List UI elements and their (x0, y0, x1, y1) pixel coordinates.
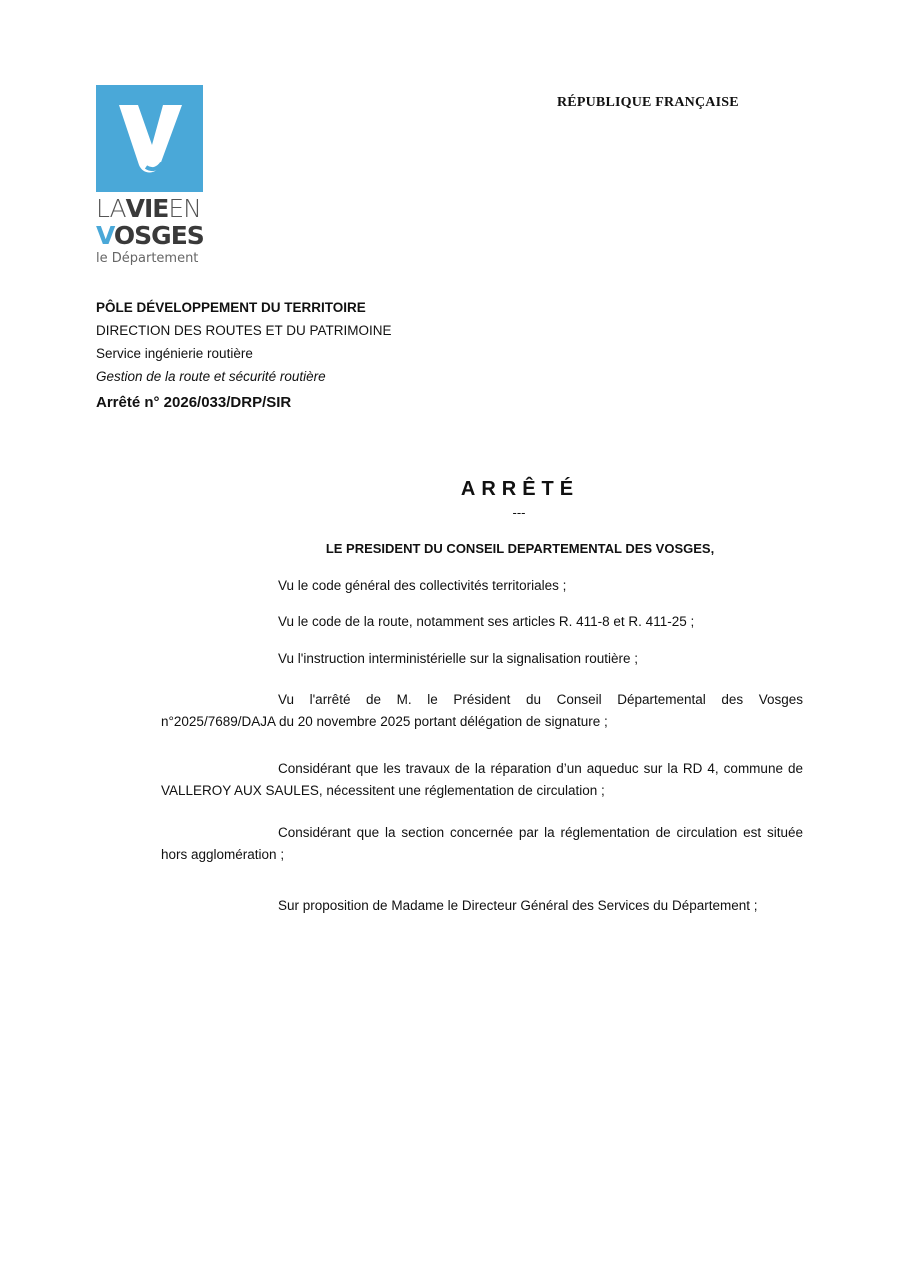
sender-block (96, 296, 392, 388)
v-letter-icon (96, 85, 203, 192)
direction-name: DIRECTION DES ROUTES ET DU PATRIMOINE (96, 323, 392, 338)
arrete-number: Arrêté n° 2026/033/DRP/SIR (96, 394, 292, 411)
president-heading: LE PRESIDENT DU CONSEIL DEPARTEMENTAL DES VOSGES, (325, 541, 715, 556)
logo-text-line1: LAVIEEN (96, 194, 201, 223)
republique-francaise: RÉPUBLIQUE FRANÇAISE (557, 95, 739, 110)
logo-subtitle: le Département (96, 251, 199, 266)
considerant-clause-1: Considérant que les travaux de la réparation d’un aqueduc sur la RD 4, commune de VALLEROY AUX SAULES, nécessitent une réglementation de circulation ; (161, 761, 803, 798)
title-separator: --- (512, 505, 526, 520)
considerant-clause-2: Considérant que la section concernée par la réglementation de circulation est située hors agglomération ; (161, 825, 803, 862)
vu-clause-4: Vu l'arrêté de M. le Président du Conseil Départemental des Vosges n°2025/7689/DAJA du 20 novembre 2025 portant délégation de signature ; (161, 692, 803, 729)
logo-v-mark (96, 85, 203, 192)
department-logo (96, 85, 204, 266)
service-name: Service ingénierie routière (96, 346, 253, 361)
pole-name: PÔLE DÉVELOPPEMENT DU TERRITOIRE (96, 300, 366, 315)
proposition-clause: Sur proposition de Madame le Directeur Général des Services du Département ; (278, 898, 758, 913)
document-title: ARRÊTÉ (460, 478, 580, 500)
logo-text-line2: VOSGES (96, 221, 204, 250)
vu-clause-2: Vu le code de la route, notamment ses articles R. 411-8 et R. 411-25 ; (278, 614, 695, 629)
vu-clause-1: Vu le code général des collectivités territoriales ; (278, 578, 567, 593)
gestion-name: Gestion de la route et sécurité routière (96, 369, 326, 384)
vu-clause-3: Vu l'instruction interministérielle sur la signalisation routière ; (278, 651, 638, 666)
